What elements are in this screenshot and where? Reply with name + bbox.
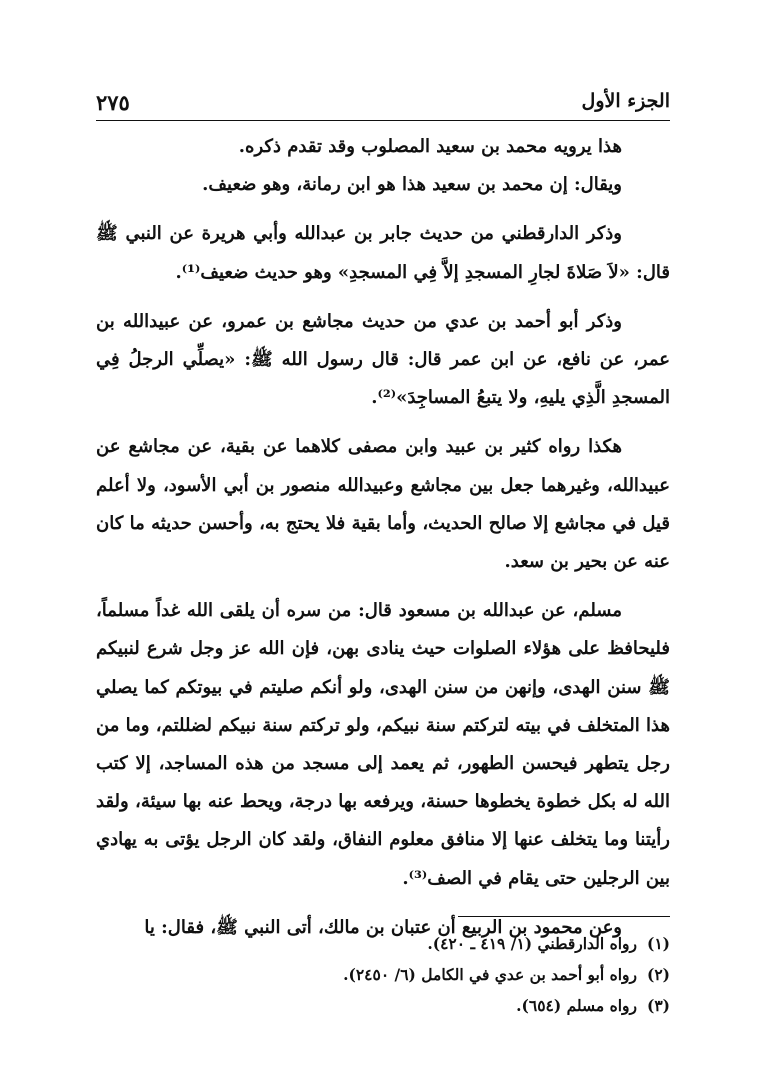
footnote-item xyxy=(270,990,670,1021)
footnote-marker: (١) xyxy=(646,934,670,953)
volume-title: الجزء الأول xyxy=(581,90,670,112)
footnote-text: رواه الدارقطني (١/ ٤١٩ ـ ٤٢٠). xyxy=(427,934,637,953)
paragraph-2: ويقال: إن محمد بن سعيد هذا هو ابن رمانة، وهو ضعيف. xyxy=(202,174,622,196)
footnote-marker: (٢) xyxy=(646,965,670,984)
paragraph-6: مسلم، عن عبدالله بن مسعود قال: من سره أن يلقى الله غداً مسلماً، فليحافظ على هؤلاء الصلوات حيث ينادى بهن، فإن الله عز وجل شرع لنبيكم ﷺ سنن الهدى، وإنهن من سنن الهدى، ولو أنكم صليتم في بيوتكم كما يصلي هذا المتخلف في بيته لتركتم سنة نبيكم، ولو تركتم سنة نبيكم لضللتم، وما من رجل يتطهر فيحسن الطهور، ثم يعمد إلى مسجد من هذه المساجد، إلا كتب الله له بكل خطوة يخطوها حسنة، ويرفعه بها درجة، ويحط عنه بها سيئة، ولقد رأيتنا وما يتخلف عنها إلا منافق معلوم النفاق، ولقد كان الرجل يؤتى به يهادي بين الرجلين حتى يقام في الصف⁽³⁾. xyxy=(96,600,670,889)
paragraph-5: هكذا رواه كثير بن عبيد وابن مصفى كلاهما عن بقية، عن مجاشع عن عبيدالله، وغيرهما جعل بين مجاشع وعبيدالله منصور بن أبي الأسود، ولا أعلم قيل في مجاشع إلا صالح الحديث، وأما بقية فلا يحتج به، وأحسن حديثه ما كان عنه عن بحير بن سعد. xyxy=(96,436,670,573)
paragraph-4: وذكر أبو أحمد بن عدي من حديث مجاشع بن عمرو، عن عبيدالله بن عمر، عن نافع، عن ابن عمر قال: قال رسول الله ﷺ: «يصلِّي الرجلُ فِي المسجدِ الَّذِي يليهِ، ولا يتبعُ المساجِدَ»⁽²⁾. xyxy=(96,310,670,409)
paragraph-1: هذا يرويه محمد بن سعيد المصلوب وقد تقدم ذكره. xyxy=(238,136,622,157)
footnote-text: رواه أبو أحمد بن عدي في الكامل (٦/ ٢٤٥٠). xyxy=(343,965,637,984)
main-text xyxy=(96,128,670,958)
footnote-text: رواه مسلم (٦٥٤). xyxy=(516,996,637,1015)
footnotes xyxy=(270,928,670,1021)
running-header xyxy=(96,86,670,121)
page-number: ٢٧٥ xyxy=(96,90,130,115)
footnote-item xyxy=(270,959,670,990)
footnote-marker: (٣) xyxy=(646,996,670,1015)
footnote-item xyxy=(270,928,670,959)
paragraph-7: وعن محمود بن الربيع أن عتبان بن مالك، أتى النبي ﷺ، فقال: يا xyxy=(144,916,622,938)
footnote-divider xyxy=(458,916,670,917)
paragraph-3: وذكر الدارقطني من حديث جابر بن عبدالله وأبي هريرة عن النبي ﷺ قال: «لاَ صَلاةَ لجارِ المسجدِ إلاَّ فِي المسجدِ» وهو حديث ضعيف⁽¹⁾. xyxy=(96,223,670,283)
